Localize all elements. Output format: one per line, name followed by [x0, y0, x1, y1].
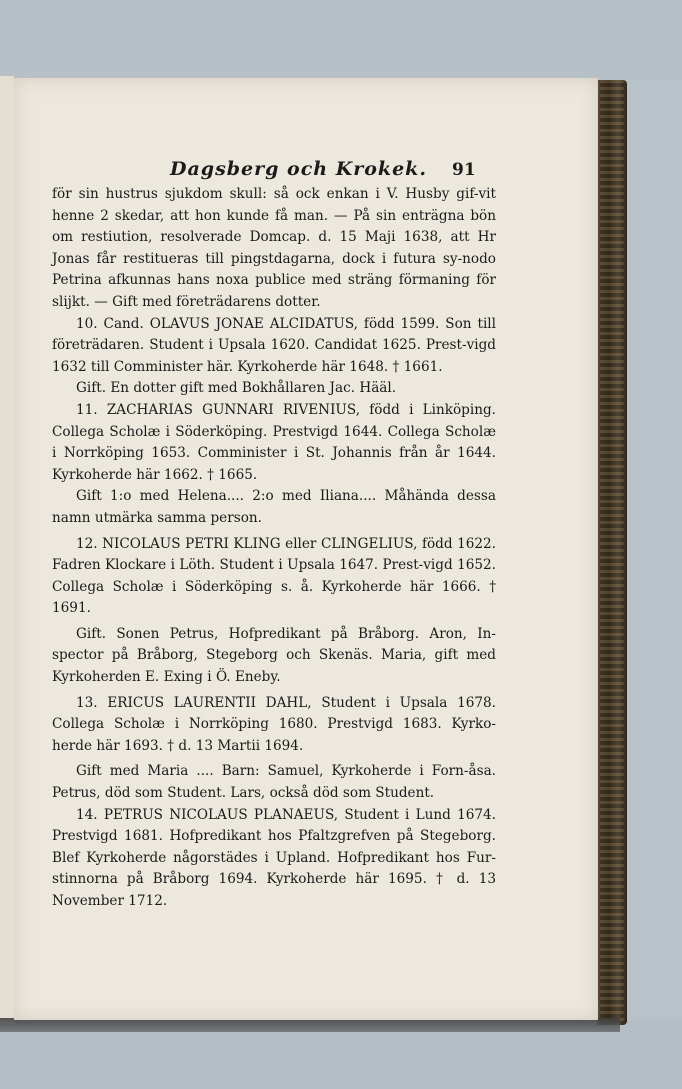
paragraph-entry-13: 13. ERICUS LAURENTII DAHL, Student i Upsala 1678. Collega Scholæ i Norrköping 1680. Prestvigd 1683. Kyrko-herde här 1693. † d. 13 Martii 1694. [52, 694, 496, 754]
paragraph-entry-10: 10. Cand. OLAVUS JONAE ALCIDATUS, född 1599. Son till företrädaren. Student i Upsala 1620. Candidat 1625. Prest-vigd 1632 till Comminister här. Kyrkoherde här 1648. † 1661. [52, 315, 496, 375]
paragraph-entry-11: 11. ZACHARIAS GUNNARI RIVENIUS, född i Linköping. Collega Scholæ i Söderköping. Prestvigd 1644. Collega Scholæ i Norrköping 1653. Comminister i St. Johannis från år 1644. Kyrkoherde här 1662. † 1665. [52, 401, 496, 483]
background-top [0, 0, 682, 80]
page-number: 91 [452, 160, 476, 180]
body-text [52, 184, 496, 913]
paragraph-entry-12: 12. NICOLAUS PETRI KLING eller CLINGELIUS, född 1622. Fadren Klockare i Löth. Student i Upsala 1647. Prest-vigd 1652. Collega Scholæ i Söderköping s. å. Kyrkoherde här 1666. † 1691. [52, 535, 496, 617]
book-bottom-edge [0, 1018, 620, 1032]
paragraph: Gift. Sonen Petrus, Hofpredikant på Bråborg. Aron, In-spector på Bråborg, Stegeborg och Skenäs. Maria, gift med Kyrkoherden E. Exing i Ö. Eneby. [52, 625, 496, 686]
paragraph: för sin hustrus sjukdom skull: så ock enkan i V. Husby gif-vit henne 2 skedar, att hon kunde få man. — På sin enträgna bön om restiution, resolverade Domcap. d. 15 Maji 1638, att Hr Jonas får restitueras till pingstdagarna, dock i futura sy-nodo Petrina afkunnas hans noxa publice med sträng förmaning för slijkt. — Gift med företrädarens dotter. [52, 186, 496, 310]
paragraph: Gift 1:o med Helena.... 2:o med Iliana.... Måhända dessa namn utmärka samma person. [52, 488, 496, 526]
paragraph-entry-14: 14. PETRUS NICOLAUS PLANAEUS, Student i Lund 1674. Prestvigd 1681. Hofpredikant hos Pfaltzgrefven på Stegeborg. Blef Kyrkoherde någorstädes i Upland. Hofpredikant hos Fur-stinnorna på Bråborg 1694. Kyrkoherde här 1695. † d. 13 November 1712. [52, 806, 496, 909]
running-head: Dagsberg och Krokek. [170, 158, 427, 180]
book-cover-edge [0, 76, 15, 1024]
paragraph: Gift med Maria .... Barn: Samuel, Kyrkoherde i Forn-åsa. Petrus, död som Student. Lars, också död som Student. [52, 763, 496, 802]
book-spine [597, 80, 627, 1025]
paragraph: Gift. En dotter gift med Bokhållaren Jac. Hääl. [76, 380, 397, 397]
